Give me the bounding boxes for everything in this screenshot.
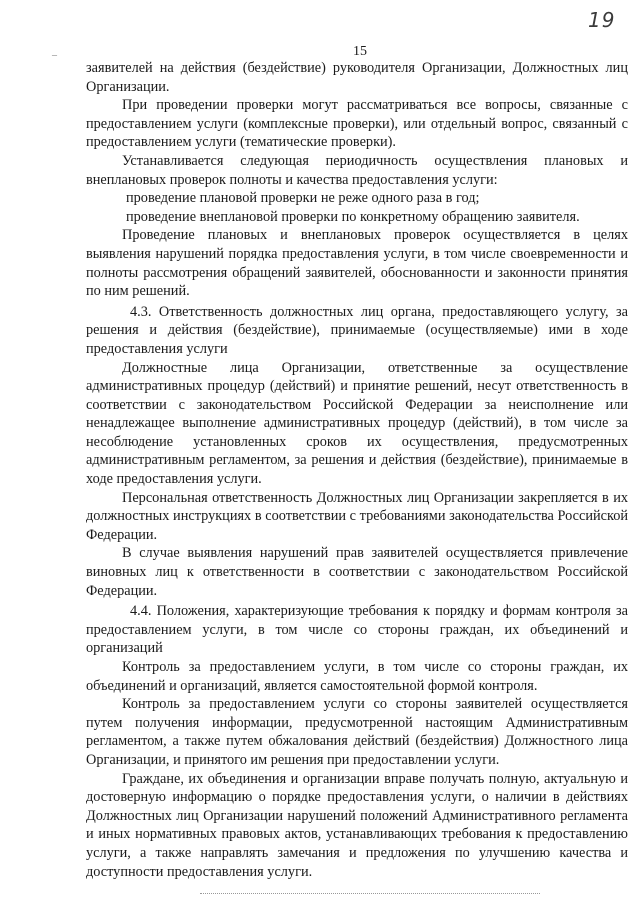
paragraph-personal-responsibility: Персональная ответственность Должностных лиц Организации закрепляется в их должностных инструкциях в соответствии с требованиями законодательства Российской Федерации. xyxy=(86,489,628,543)
paragraph-applicant-control: Контроль за предоставлением услуги со стороны заявителей осуществляется путем получения информации, предусмотренной настоящим Административным регламентом, а также путем обжалования действий (бездействия) Должностного лица Организации, и принятого им решения при предоставлении услуги. xyxy=(86,696,628,768)
section-heading-4-4: 4.4. Положения, характеризующие требования к порядку и формам контроля за предоставлением услуги, в том числе со стороны граждан, их объединений и организаций xyxy=(86,603,628,657)
margin-mark: – xyxy=(52,50,57,61)
section-heading-4-3: 4.3. Ответственность должностных лиц органа, предоставляющего услугу, за решения и действия (бездействие), принимаемые (осуществляемые) ими в ходе предоставления услуги xyxy=(86,303,628,357)
paragraph-control-form: Контроль за предоставлением услуги, в том числе со стороны граждан, их объединений и организаций, является самостоятельной формой контроля. xyxy=(86,659,628,694)
document-body xyxy=(86,59,628,881)
list-item-unplanned: проведение внеплановой проверки по конкретному обращению заявителя. xyxy=(126,208,580,225)
paragraph-inspection-scope: При проведении проверки могут рассматриваться все вопросы, связанные с предоставлением услуги (комплексные проверки), или отдельный вопрос, связанный с предоставлением услуги (тематические проверки). xyxy=(86,97,628,151)
paragraph-periodicity: Устанавливается следующая периодичность осуществления плановых и внеплановых проверок полноты и качества предоставления услуги: xyxy=(86,152,628,188)
paragraph-continuation: заявителей на действия (бездействие) руководителя Организации, Должностных лиц Организации. xyxy=(86,60,628,95)
list-item-planned: проведение плановой проверки не реже одного раза в год; xyxy=(126,190,480,207)
paragraph-violations: В случае выявления нарушений прав заявителей осуществляется привлечение виновных лиц к ответственности в соответствии с законодательством Российской Федерации. xyxy=(86,545,628,599)
footer-rule xyxy=(200,893,540,894)
paragraph-inspection-goals: Проведение плановых и внеплановых проверок осуществляется в целях выявления нарушений порядка предоставления услуги, в том числе своевременности и полноты рассмотрения обращений заявителей, обоснованности и законности принятия по ним решений. xyxy=(86,227,628,300)
page-number: 15 xyxy=(353,44,367,59)
paragraph-officials-responsibility: Должностные лица Организации, ответственные за осуществление административных процедур (действий) и принятие решений, несут ответственность в соответствии с законодательством Российской Федерации за неисполнение или ненадлежащее выполнение административных процедур (действий), в том числе за несоблюдение установленных сроков их осуществления, предусмотренных административным регламентом, за решения и действия (бездействие), принимаемые в ходе предоставления услуги. xyxy=(86,359,628,488)
paragraph-citizens-rights: Граждане, их объединения и организации вправе получать полную, актуальную и достоверную информацию о порядке предоставления услуги, о наличии в действиях Должностных лиц Организации нарушений положений Административного регламента и иных нормативных правовых актов, устанавливающих требования к предоставлению услуги, а также направлять замечания и предложения по улучшению качества и доступности предоставления услуги. xyxy=(86,770,628,880)
handwritten-page-number: 19 xyxy=(588,8,616,32)
